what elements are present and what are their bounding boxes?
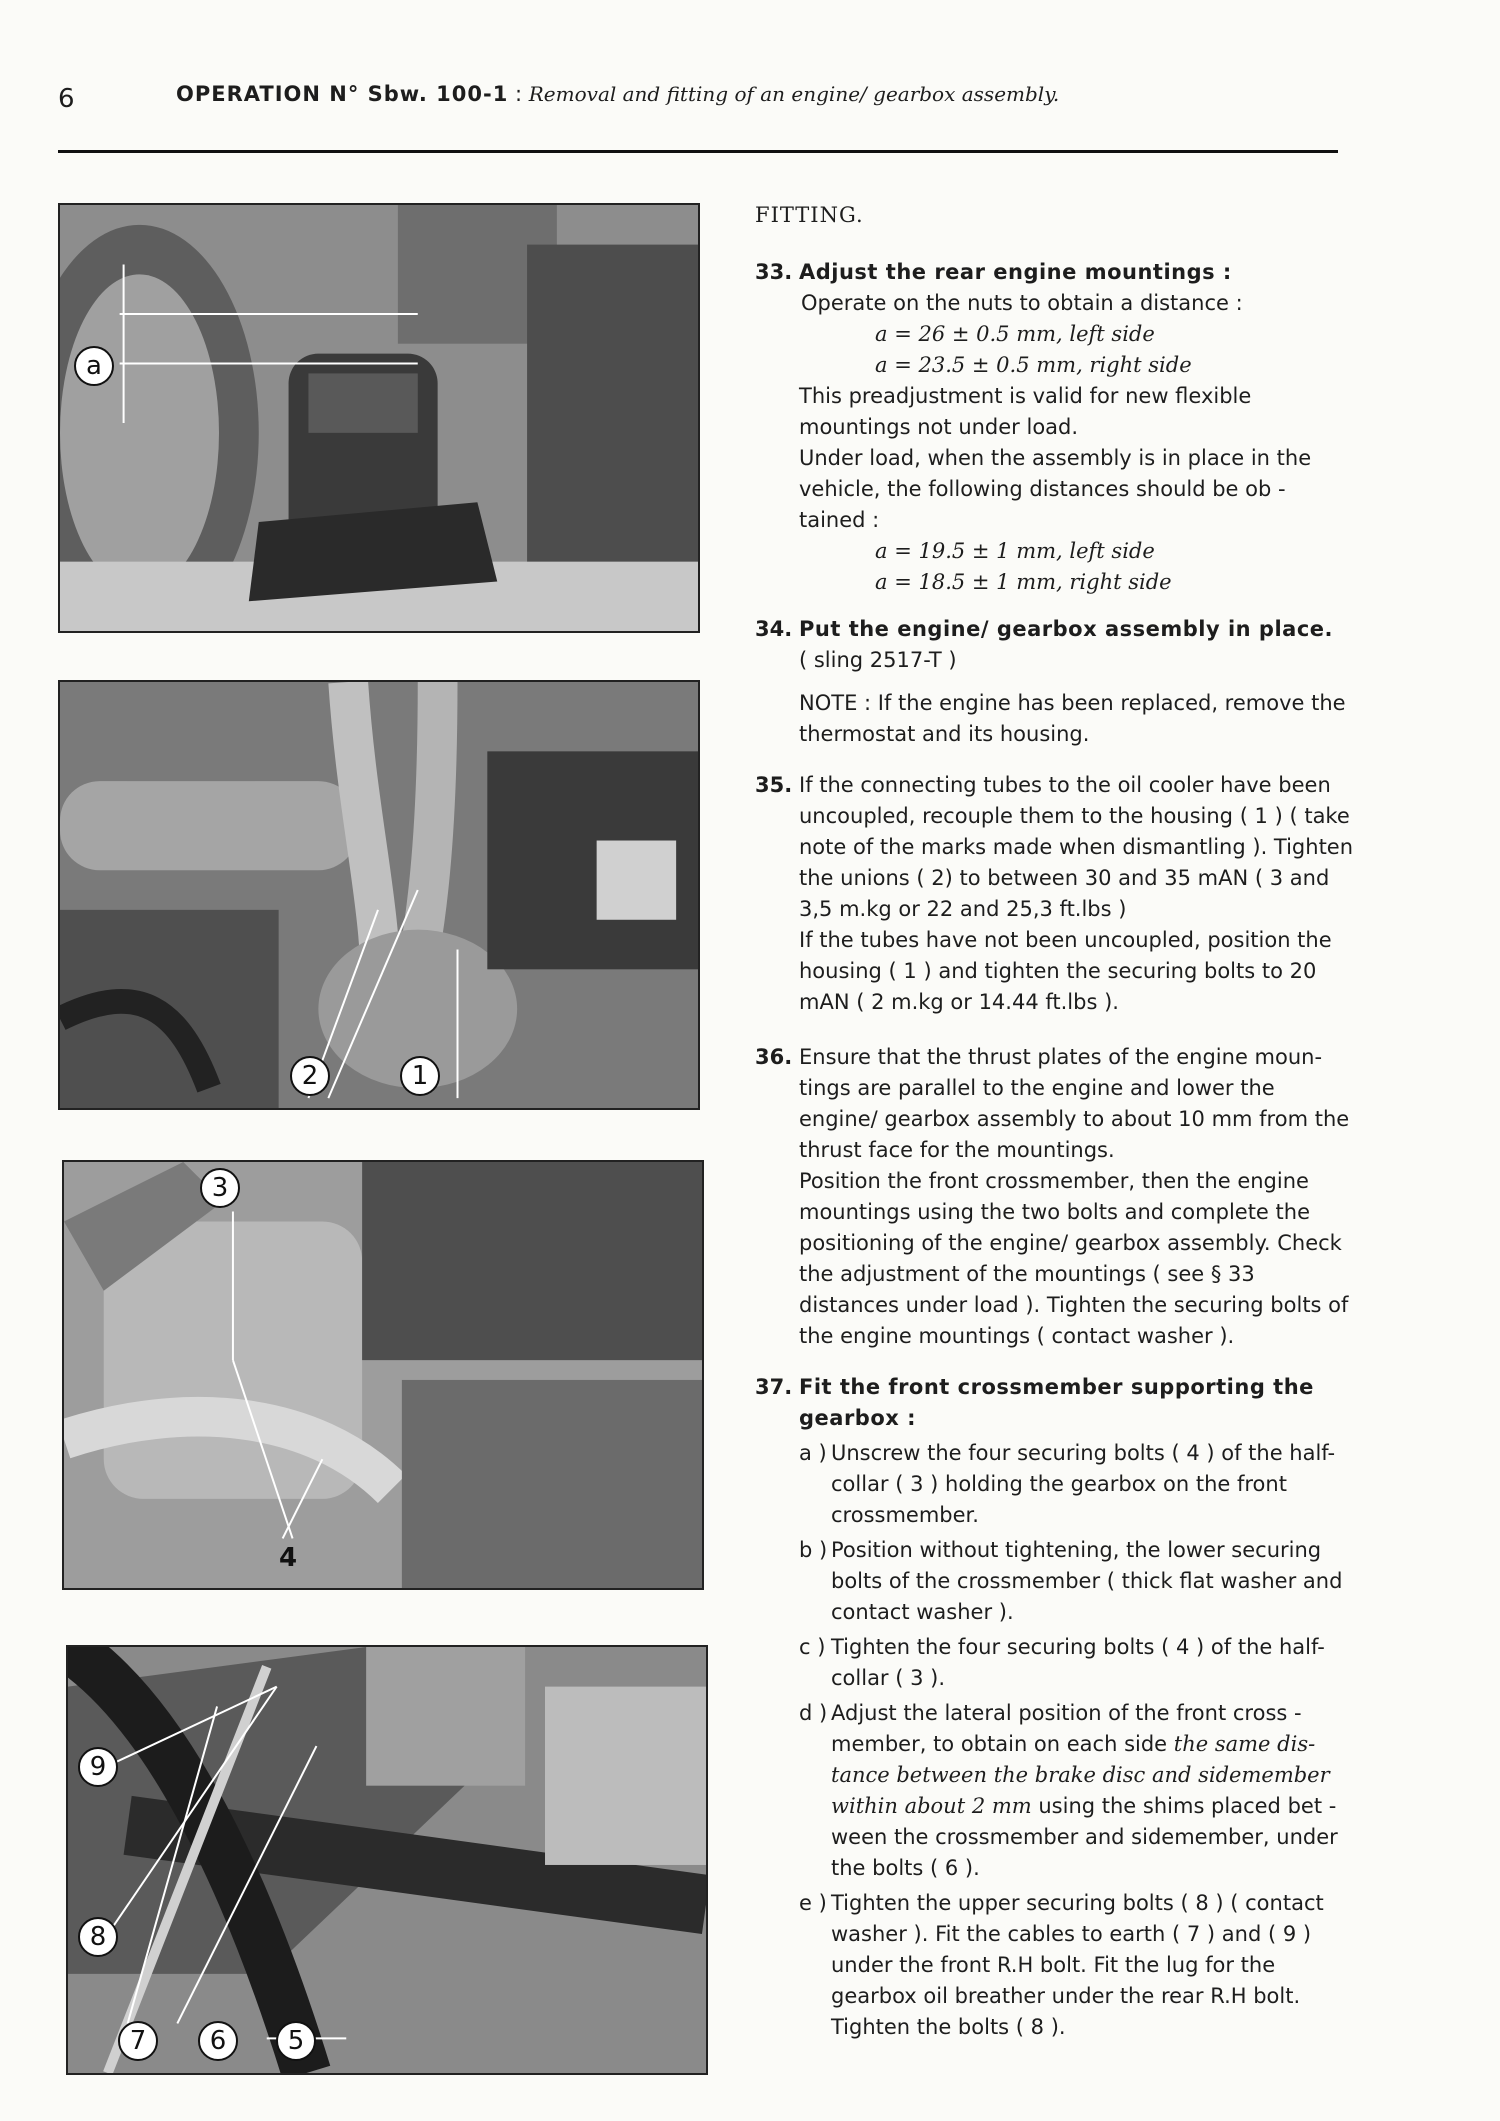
operation-subtitle: Removal and fitting of an engine/ gearbox assembly. — [528, 82, 1060, 106]
step-37-number: 37. — [755, 1375, 793, 1399]
step-37-item-b-text: Position without tightening, the lower securing bolts of the crossmember ( thick flat washer and contact washer ). — [831, 1538, 1343, 1624]
page-number: 6 — [58, 84, 75, 114]
callout-4: 4 — [278, 1543, 298, 1573]
step-33-under-load: Under load, when the assembly is in place in the vehicle, the following distances should be ob - tained : — [799, 446, 1312, 532]
step-37-item-b-label: b ) — [799, 1538, 828, 1562]
step-37-item-c — [799, 1632, 1355, 1694]
step-37-item-d-text-italic: the same dis- tance between the brake disc and sidemember within about 2 mm — [831, 1732, 1330, 1818]
step-37-item-d-text-b: using the shims placed bet - ween the crossmember and sidemember, under the bolts ( 6 ). — [831, 1794, 1338, 1880]
callout-8: 8 — [78, 1917, 118, 1957]
step-33-left-loaded: a = 19.5 ± 1 mm, left side — [875, 539, 1155, 563]
step-35-not-uncoupled: If the tubes have not been uncoupled, position the housing ( 1 ) and tighten the securing bolts to 20 mAN ( 2 m.kg or 14.44 ft.lbs ). — [799, 928, 1332, 1014]
callout-3: 3 — [200, 1168, 240, 1208]
step-33 — [755, 257, 1355, 598]
step-34-title: Put the engine/ gearbox assembly in place. — [799, 617, 1334, 641]
photo-oil-cooler-housing — [58, 680, 700, 1110]
photo-gearbox-half-collar-image — [64, 1162, 702, 1588]
step-36-position-crossmember: Position the front crossmember, then the engine mountings using the two bolts and complete the positioning of the engine/ gearbox assembly. Check the adjustment of the mountings ( see § 33 distances under load ). Tighten the securing bolts of the engine mountings ( contact washer ). — [799, 1169, 1349, 1348]
step-35 — [755, 770, 1355, 1018]
callout-9: 9 — [78, 1747, 118, 1787]
callout-a: a — [74, 346, 114, 386]
step-35-number: 35. — [755, 773, 793, 797]
step-37-item-a-label: a ) — [799, 1441, 827, 1465]
step-37-item-d — [799, 1698, 1355, 1884]
step-33-preadjust-note: This preadjustment is valid for new flexible mountings not under load. — [799, 384, 1252, 439]
photo-front-crossmember — [66, 1645, 708, 2075]
step-36 — [755, 1042, 1355, 1352]
step-34-note: NOTE : If the engine has been replaced, remove the thermostat and its housing. — [799, 691, 1346, 746]
step-36-thrust-plates: Ensure that the thrust plates of the engine moun- tings are parallel to the engine and lower the engine/ gearbox assembly to about 10 mm from the thrust face for the mountings. — [799, 1045, 1350, 1162]
step-34-sling: ( sling 2517-T ) — [799, 648, 957, 672]
step-37-item-e — [799, 1888, 1355, 2043]
step-37-title: Fit the front crossmember supporting the gearbox : — [799, 1375, 1314, 1430]
header-separator: : — [508, 82, 529, 106]
photo-rear-engine-mounting-image — [60, 205, 698, 631]
photo-front-crossmember-image — [68, 1647, 706, 2073]
step-35-recouple: If the connecting tubes to the oil cooler have been uncoupled, recouple them to the housing ( 1 ) ( take note of the marks made when dismantling ). Tighten the unions ( 2) to between 30 and 35 mAN ( 3 and 3,5 m.kg or 22 and 25,3 ft.lbs ) — [799, 773, 1354, 921]
step-33-left-preload: a = 26 ± 0.5 mm, left side — [875, 322, 1155, 346]
step-33-right-preload: a = 23.5 ± 0.5 mm, right side — [875, 353, 1192, 377]
callout-7: 7 — [118, 2021, 158, 2061]
step-34-number: 34. — [755, 617, 793, 641]
page-header — [176, 82, 1059, 106]
photo-rear-engine-mounting — [58, 203, 700, 633]
step-37-item-a — [799, 1438, 1355, 1531]
step-34 — [755, 614, 1355, 750]
callout-2: 2 — [290, 1056, 330, 1096]
step-37-item-d-text-a: Adjust the lateral position of the front cross - member, to obtain on each side — [831, 1701, 1302, 1756]
step-37-item-e-text: Tighten the upper securing bolts ( 8 ) ( contact washer ). Fit the cables to earth ( 7 ) and ( 9 ) under the front R.H bolt. Fit the lug for the gearbox oil breather under the rear R.H bolt. Tighten the bolts ( 8 ). — [831, 1891, 1324, 2039]
callout-1: 1 — [400, 1056, 440, 1096]
step-37-item-e-label: e ) — [799, 1891, 827, 1915]
photo-oil-cooler-housing-image — [60, 682, 698, 1108]
instructions-column — [755, 200, 1355, 2043]
step-37-item-d-label: d ) — [799, 1701, 828, 1725]
operation-code: OPERATION N° Sbw. 100-1 — [176, 82, 509, 106]
step-37 — [755, 1372, 1355, 2043]
step-37-item-c-text: Tighten the four securing bolts ( 4 ) of the half- collar ( 3 ). — [831, 1635, 1325, 1690]
callout-5: 5 — [276, 2021, 316, 2061]
step-33-intro: Operate on the nuts to obtain a distance : — [801, 291, 1243, 315]
section-title: FITTING. — [755, 203, 864, 227]
step-33-title: Adjust the rear engine mountings : — [799, 260, 1232, 284]
callout-6: 6 — [198, 2021, 238, 2061]
header-rule — [58, 150, 1338, 153]
photo-gearbox-half-collar — [62, 1160, 704, 1590]
step-37-item-a-text: Unscrew the four securing bolts ( 4 ) of the half-collar ( 3 ) holding the gearbox on the front crossmember. — [831, 1441, 1336, 1527]
step-36-number: 36. — [755, 1045, 793, 1069]
step-37-item-c-label: c ) — [799, 1635, 826, 1659]
step-33-right-loaded: a = 18.5 ± 1 mm, right side — [875, 570, 1172, 594]
step-33-number: 33. — [755, 260, 793, 284]
step-37-item-b — [799, 1535, 1355, 1628]
